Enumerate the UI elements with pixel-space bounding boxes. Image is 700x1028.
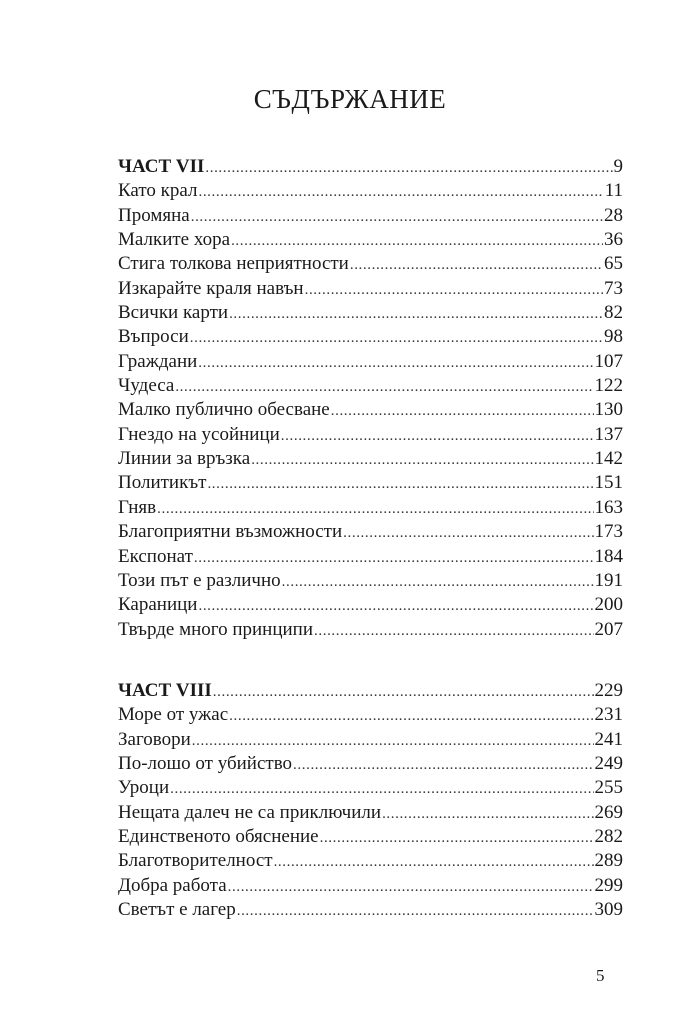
part-heading-page: 229 xyxy=(594,680,623,701)
dot-leader xyxy=(293,753,593,777)
chapter-title: Единственото обяснение xyxy=(118,826,319,848)
chapter-page: 98 xyxy=(604,326,623,348)
chapter-title: Заговори xyxy=(118,728,191,750)
dot-leader xyxy=(314,619,593,643)
toc-entry xyxy=(118,350,623,374)
chapter-page: 11 xyxy=(604,180,623,202)
dot-leader xyxy=(237,899,594,923)
dot-leader xyxy=(170,777,593,801)
dot-leader xyxy=(231,229,603,253)
toc-entry xyxy=(118,874,623,898)
chapter-title: Светът е лагер xyxy=(118,899,236,921)
chapter-title: Гнездо на усойници xyxy=(118,423,280,445)
toc-entry xyxy=(118,301,623,325)
chapter-title: Добра работа xyxy=(118,874,227,896)
dot-leader xyxy=(229,302,603,326)
toc-entry xyxy=(118,471,623,495)
chapter-page: 82 xyxy=(604,302,623,324)
toc-entry xyxy=(118,325,623,349)
dot-leader xyxy=(320,826,594,850)
toc-part xyxy=(118,155,623,642)
chapter-title: Експонат xyxy=(118,545,193,567)
chapter-title: Промяна xyxy=(118,204,190,226)
dot-leader xyxy=(198,594,593,618)
toc-part xyxy=(118,679,623,922)
toc-entry xyxy=(118,825,623,849)
dot-leader xyxy=(228,875,594,899)
toc-entry xyxy=(118,545,623,569)
toc-entry xyxy=(118,801,623,825)
dot-leader xyxy=(350,253,603,277)
dot-leader xyxy=(157,497,593,521)
chapter-page: 28 xyxy=(604,204,623,226)
chapter-page: 241 xyxy=(594,728,623,750)
chapter-page: 36 xyxy=(604,229,623,251)
chapter-title: Твърде много принципи xyxy=(118,618,314,640)
dot-leader xyxy=(251,448,593,472)
chapter-page: 269 xyxy=(594,801,623,823)
toc-entry xyxy=(118,776,623,800)
dot-leader xyxy=(213,680,594,704)
chapter-title: Стига толкова неприятности xyxy=(118,253,349,275)
dot-leader xyxy=(205,156,612,180)
toc-part-heading xyxy=(118,155,623,179)
toc-entry xyxy=(118,252,623,276)
chapter-title: Нещата далеч не са приключили xyxy=(118,801,382,823)
chapter-page: 163 xyxy=(594,496,623,518)
chapter-page: 65 xyxy=(604,253,623,275)
chapter-title: Малките хора xyxy=(118,229,231,251)
chapter-title: Граждани xyxy=(118,350,198,372)
part-heading-label: ЧАСТ VII xyxy=(118,156,205,177)
dot-leader xyxy=(207,472,593,496)
toc-entry xyxy=(118,447,623,471)
chapter-title: Чудеса xyxy=(118,375,175,397)
chapter-title: Линии за връзка xyxy=(118,448,251,470)
chapter-page: 299 xyxy=(594,874,623,896)
dot-leader xyxy=(192,729,594,753)
toc-part-heading xyxy=(118,679,623,703)
part-heading-label: ЧАСТ VIII xyxy=(118,680,212,701)
toc-entry xyxy=(118,374,623,398)
dot-leader xyxy=(282,570,594,594)
toc-entry xyxy=(118,179,623,203)
chapter-title: Всички карти xyxy=(118,302,229,324)
chapter-page: 173 xyxy=(594,521,623,543)
chapter-title: Благоприятни възможности xyxy=(118,521,343,543)
toc-entry xyxy=(118,204,623,228)
chapter-title: Море от ужас xyxy=(118,704,229,726)
chapter-page: 122 xyxy=(594,375,623,397)
chapter-page: 191 xyxy=(594,569,623,591)
chapter-title: По-лошо от убийство xyxy=(118,753,293,775)
chapter-title: Този път е различно xyxy=(118,569,281,591)
toc-entry xyxy=(118,728,623,752)
chapter-page: 151 xyxy=(594,472,623,494)
dot-leader xyxy=(281,424,594,448)
chapter-title: Малко публично обесване xyxy=(118,399,330,421)
dot-leader xyxy=(194,546,594,570)
chapter-title: Изкарайте краля навън xyxy=(118,277,304,299)
toc-entry xyxy=(118,898,623,922)
toc-entry xyxy=(118,423,623,447)
chapter-title: Въпроси xyxy=(118,326,189,348)
chapter-page: 73 xyxy=(604,277,623,299)
chapter-title: Уроци xyxy=(118,777,170,799)
chapter-page: 142 xyxy=(594,448,623,470)
dot-leader xyxy=(191,205,603,229)
dot-leader xyxy=(274,850,594,874)
dot-leader xyxy=(331,399,594,423)
chapter-title: Караници xyxy=(118,594,198,616)
chapter-page: 137 xyxy=(594,423,623,445)
dot-leader xyxy=(175,375,593,399)
toc-entry xyxy=(118,569,623,593)
chapter-page: 309 xyxy=(594,899,623,921)
toc-entry xyxy=(118,496,623,520)
toc-entry xyxy=(118,703,623,727)
chapter-page: 231 xyxy=(594,704,623,726)
dot-leader xyxy=(305,278,603,302)
chapter-page: 207 xyxy=(594,618,623,640)
chapter-title: Като крал xyxy=(118,180,198,202)
toc-entry xyxy=(118,228,623,252)
dot-leader xyxy=(382,802,593,826)
dot-leader xyxy=(198,351,593,375)
chapter-page: 255 xyxy=(594,777,623,799)
chapter-page: 200 xyxy=(594,594,623,616)
dot-leader xyxy=(198,180,603,204)
chapter-page: 282 xyxy=(594,826,623,848)
toc-entry xyxy=(118,593,623,617)
chapter-page: 130 xyxy=(594,399,623,421)
toc-entry xyxy=(118,849,623,873)
page-number: 5 xyxy=(596,966,605,985)
toc-entry xyxy=(118,398,623,422)
toc-entry xyxy=(118,618,623,642)
chapter-page: 249 xyxy=(594,753,623,775)
dot-leader xyxy=(190,326,603,350)
chapter-page: 107 xyxy=(594,350,623,372)
dot-leader xyxy=(343,521,593,545)
chapter-page: 289 xyxy=(594,850,623,872)
chapter-title: Политикът xyxy=(118,472,207,494)
chapter-title: Благотворителност xyxy=(118,850,273,872)
chapter-title: Гняв xyxy=(118,496,157,518)
part-heading-page: 9 xyxy=(613,156,623,177)
dot-leader xyxy=(229,704,593,728)
toc-entry xyxy=(118,752,623,776)
toc-entry xyxy=(118,277,623,301)
page-title: СЪДЪРЖАНИЕ xyxy=(253,84,447,114)
chapter-page: 184 xyxy=(594,545,623,567)
toc-entry xyxy=(118,520,623,544)
